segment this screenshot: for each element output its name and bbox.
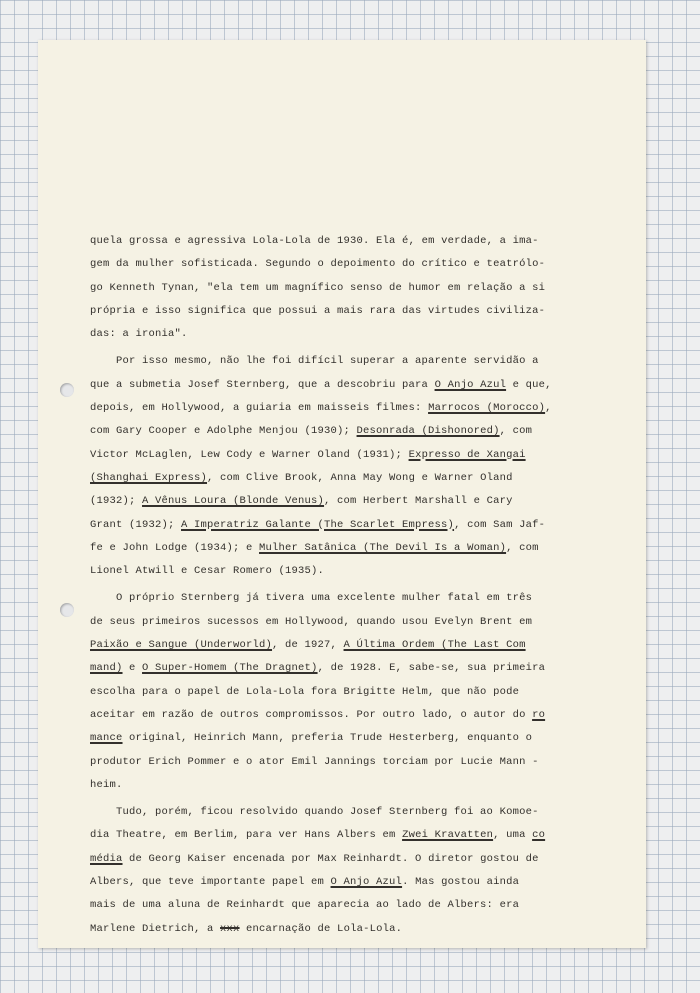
paragraph xyxy=(90,587,610,797)
text-run: gem da mulher sofisticada. Segundo o depoimento do crítico e teatrólo- xyxy=(90,258,546,271)
underlined-title: O Anjo Azul xyxy=(434,378,507,391)
text-line xyxy=(90,801,610,824)
underlined-title: co xyxy=(532,829,546,842)
text-run: original, Heinrich Mann, preferia Trude Hesterberg, enquanto o xyxy=(122,732,533,745)
text-line xyxy=(90,587,610,610)
paragraph xyxy=(90,801,610,941)
text-line xyxy=(90,537,610,560)
text-line xyxy=(90,704,610,727)
text-line xyxy=(90,253,610,276)
paragraph xyxy=(90,230,610,346)
underlined-title: A Vênus Loura (Blonde Venus) xyxy=(142,495,325,508)
underlined-title: A Última Ordem (The Last Com xyxy=(343,639,526,652)
underlined-title: Mulher Satânica (The Devil Is a Woman) xyxy=(259,541,507,554)
text-run: , uma xyxy=(493,829,533,842)
document-body xyxy=(90,230,610,941)
text-line xyxy=(90,374,610,397)
text-run: go Kenneth Tynan, "ela tem um magnífico senso de humor em relação a si xyxy=(90,281,546,294)
underlined-title: Desonrada (Dishonored) xyxy=(356,425,500,438)
punch-hole xyxy=(60,603,74,617)
text-run: mais de uma aluna de Reinhardt que aparecia ao lado de Albers: era xyxy=(90,899,520,912)
text-run: la grossa e agressiva Lola-Lola de 1930. Ela é, em verdade, a ima- xyxy=(109,235,539,247)
text-run: própria e isso significa que possui a mais rara das virtudes civiliza- xyxy=(90,304,546,317)
text-line xyxy=(90,420,610,443)
underlined-title: Zwei Kravatten xyxy=(402,829,494,842)
text-run: que a submetia Josef Sternberg, que a descobriu para xyxy=(90,378,435,391)
text-run: dia Theatre, em Berlim, para ver Hans Albers em xyxy=(90,829,403,842)
text-line xyxy=(90,774,610,797)
typed-page xyxy=(38,40,646,948)
text-run: escolha para o papel de Lola-Lola fora Brigitte Helm, que não pode xyxy=(90,685,520,698)
text-line xyxy=(90,611,610,634)
text-line xyxy=(90,848,610,871)
text-line xyxy=(90,350,610,373)
underlined-title: Marrocos (Morocco) xyxy=(428,402,546,415)
text-run: Victor McLaglen, Lew Cody e Warner Oland (1931); xyxy=(90,448,409,461)
underlined-title: média xyxy=(90,852,123,865)
text-run: (1932); xyxy=(90,495,143,508)
text-run: e xyxy=(122,662,143,675)
text-line xyxy=(90,490,610,513)
underlined-title: Expresso de Xangai xyxy=(408,448,526,461)
underlined-title: Paixão e Sangue (Underworld) xyxy=(90,639,273,652)
text-line xyxy=(90,871,610,894)
text-line xyxy=(90,444,610,467)
text-line xyxy=(90,657,610,680)
text-run: de seus primeiros sucessos em Hollywood, quando usou Evelyn Brent em xyxy=(90,615,533,628)
text-run: encarnação de Lola-Lola. xyxy=(239,922,403,935)
text-line xyxy=(90,277,610,300)
text-line xyxy=(90,727,610,750)
text-run: Tudo, porém, ficou resolvido quando Josef Sternberg foi ao Komoe- xyxy=(90,806,539,819)
text-run: Lionel Atwill e Cesar Romero (1935). xyxy=(90,565,325,578)
text-run: e que, xyxy=(506,378,552,391)
text-run: Por isso mesmo, não lhe foi difícil superar a aparente servidão a xyxy=(90,355,539,368)
struck-out-word: xxx xyxy=(220,922,240,935)
underlined-title: O Anjo Azul xyxy=(330,876,403,889)
text-line xyxy=(90,300,610,323)
paragraph xyxy=(90,350,610,583)
text-line xyxy=(90,894,610,917)
text-run: . Mas gostou ainda xyxy=(402,876,520,889)
punch-hole xyxy=(60,383,74,397)
underlined-title: mance xyxy=(90,732,123,745)
text-run: , xyxy=(545,402,552,415)
text-line xyxy=(90,681,610,704)
text-run: , com xyxy=(506,541,539,554)
text-run: das: a ironia". xyxy=(90,328,188,341)
text-run: , com Sam Jaf- xyxy=(454,518,546,531)
text-run: produtor Erich Pommer e o ator Emil Jannings torciam por Lucie Mann - xyxy=(90,755,539,768)
text-line xyxy=(90,634,610,657)
text-line xyxy=(90,230,610,253)
text-line xyxy=(90,323,610,346)
underlined-title: A Imperatriz Galante (The Scarlet Empress) xyxy=(181,518,455,531)
text-run: , com Clive Brook, Anna May Wong e Warner Oland xyxy=(207,471,513,484)
text-run: , de 1928. E, sabe-se, sua primeira xyxy=(317,662,546,675)
text-run: , de 1927, xyxy=(272,639,344,652)
text-run: O próprio Sternberg já tivera uma excelente mulher fatal em três xyxy=(90,592,533,605)
text-line xyxy=(90,560,610,583)
text-run: depois, em Hollywood, a guiaria em maisseis filmes: xyxy=(90,402,429,415)
text-line xyxy=(90,824,610,847)
text-line xyxy=(90,397,610,420)
text-run: de Georg Kaiser encenada por Max Reinhardt. O diretor gostou de xyxy=(122,852,539,865)
text-run: Albers, que teve importante papel em xyxy=(90,876,331,889)
text-run: Grant (1932); xyxy=(90,518,182,531)
text-run: , com Herbert Marshall e Cary xyxy=(324,495,513,508)
text-run: , com xyxy=(499,425,533,438)
text-line xyxy=(90,918,610,941)
underlined-title: (Shanghai Express) xyxy=(90,471,208,484)
text-run: aceitar em razão de outros compromissos. Por outro lado, o autor do xyxy=(90,708,533,721)
text-run: heim. xyxy=(90,778,123,791)
text-run: fe e John Lodge (1934); e xyxy=(90,541,260,554)
text-run: que xyxy=(90,235,110,247)
underlined-title: mand) xyxy=(90,662,123,675)
text-line xyxy=(90,514,610,537)
text-run: com Gary Cooper e Adolphe Menjou (1930); xyxy=(90,425,357,438)
underlined-title: ro xyxy=(532,708,546,721)
text-run: Marlene Dietrich, a xyxy=(90,922,221,935)
text-line xyxy=(90,751,610,774)
text-line xyxy=(90,467,610,490)
underlined-title: O Super-Homem (The Dragnet) xyxy=(142,662,318,675)
